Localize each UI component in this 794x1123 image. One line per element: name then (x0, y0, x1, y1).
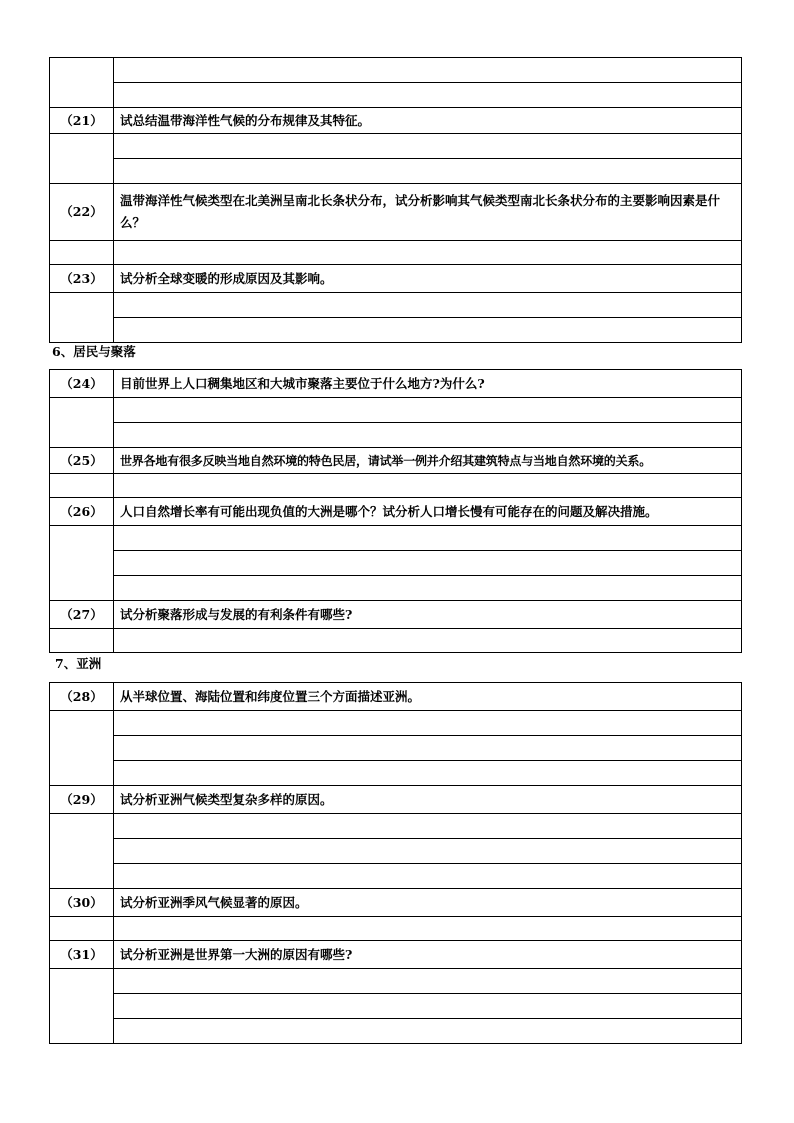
question-text: 试总结温带海洋性气候的分布规律及其特征。 (114, 108, 742, 134)
question-row (50, 786, 742, 814)
section-heading-asia: 7、亚洲 (55, 656, 102, 671)
question-text: 从半球位置、海陆位置和纬度位置三个方面描述亚洲。 (114, 683, 742, 711)
question-row (50, 265, 742, 293)
answer-line[interactable] (114, 423, 742, 448)
answer-line[interactable] (114, 576, 742, 601)
answer-line[interactable] (114, 526, 742, 551)
answer-line[interactable] (114, 761, 742, 786)
answer-line[interactable] (114, 58, 742, 83)
question-row (50, 448, 742, 474)
question-text: 试分析亚洲气候类型复杂多样的原因。 (114, 786, 742, 814)
answer-line[interactable] (114, 969, 742, 994)
answer-line[interactable] (114, 241, 742, 265)
question-number: （28） (50, 683, 114, 711)
question-row (50, 889, 742, 917)
question-row (50, 683, 742, 711)
answer-line[interactable] (114, 293, 742, 318)
question-row (50, 941, 742, 969)
answer-number-cell (50, 526, 114, 601)
answer-line[interactable] (114, 1019, 742, 1044)
answer-line[interactable] (114, 83, 742, 108)
answer-line[interactable] (114, 629, 742, 653)
question-text: 目前世界上人口稠集地区和大城市聚落主要位于什么地方?为什么? (114, 370, 742, 398)
question-number: （22） (50, 184, 114, 241)
answer-line[interactable] (114, 839, 742, 864)
question-text: 人口自然增长率有可能出现负值的大洲是哪个？试分析人口增长慢有可能存在的问题及解决措施。 (114, 498, 742, 526)
answer-number-cell (50, 293, 114, 343)
answer-number-cell (50, 241, 114, 265)
question-number: （26） (50, 498, 114, 526)
question-number: （30） (50, 889, 114, 917)
question-row (50, 370, 742, 398)
question-number: （23） (50, 265, 114, 293)
answer-line[interactable] (114, 159, 742, 184)
answer-number-cell (50, 398, 114, 448)
answer-line[interactable] (114, 814, 742, 839)
answer-line[interactable] (114, 994, 742, 1019)
answer-number-cell (50, 814, 114, 889)
section-heading-settlements: 6、居民与聚落 (52, 344, 136, 359)
question-text: 试分析聚落形成与发展的有利条件有哪些? (114, 601, 742, 629)
answer-line[interactable] (114, 736, 742, 761)
answer-number-cell (50, 711, 114, 786)
answer-line[interactable] (114, 711, 742, 736)
question-number: （29） (50, 786, 114, 814)
question-row (50, 184, 742, 241)
question-text: 温带海洋性气候类型在北美洲呈南北长条状分布，试分析影响其气候类型南北长条状分布的主要影响因素是什么？ (114, 184, 742, 241)
question-text: 试分析全球变暖的形成原因及其影响。 (114, 265, 742, 293)
question-text: 试分析亚洲是世界第一大洲的原因有哪些? (114, 941, 742, 969)
question-text: 试分析亚洲季风气候显著的原因。 (114, 889, 742, 917)
question-number: （21） (50, 108, 114, 134)
question-table-asia (49, 682, 742, 1044)
answer-line[interactable] (114, 398, 742, 423)
question-number: （27） (50, 601, 114, 629)
answer-number-cell (50, 474, 114, 498)
answer-line[interactable] (114, 134, 742, 159)
answer-line[interactable] (114, 917, 742, 941)
question-row (50, 498, 742, 526)
question-table-settlements (49, 369, 742, 653)
answer-line[interactable] (114, 551, 742, 576)
answer-line[interactable] (114, 318, 742, 343)
question-number: （25） (50, 448, 114, 474)
answer-line[interactable] (114, 474, 742, 498)
question-text: 世界各地有很多反映当地自然环境的特色民居，请试举一例并介绍其建筑特点与当地自然环境的关系。 (114, 448, 742, 474)
answer-number-cell (50, 917, 114, 941)
question-number: （24） (50, 370, 114, 398)
question-row (50, 108, 742, 134)
answer-number-cell (50, 629, 114, 653)
answer-number-cell (50, 969, 114, 1044)
question-number: （31） (50, 941, 114, 969)
question-table-climate (49, 57, 742, 343)
answer-line[interactable] (114, 864, 742, 889)
answer-number-cell (50, 58, 114, 108)
answer-number-cell (50, 134, 114, 184)
question-row (50, 601, 742, 629)
